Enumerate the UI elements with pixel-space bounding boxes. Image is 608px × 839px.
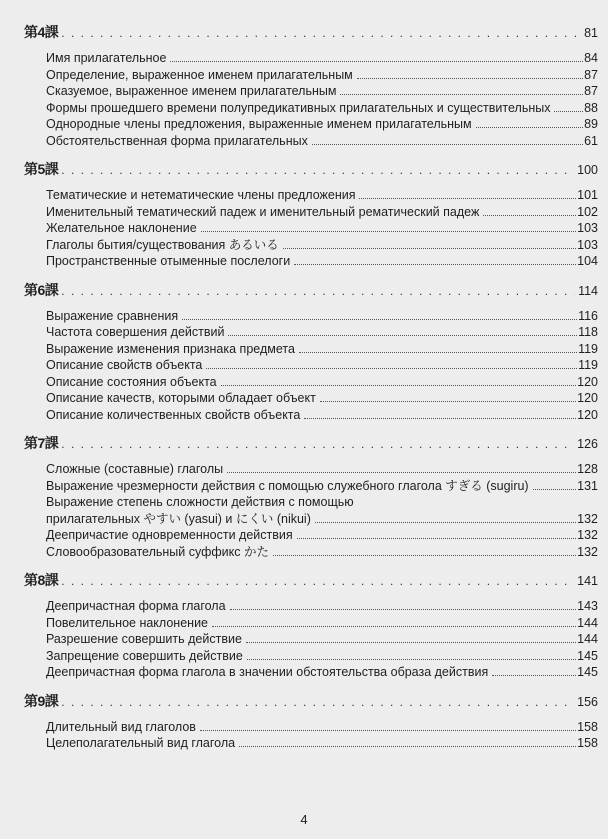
toc-entry-line: Выражение степень сложности действия с помощью: [46, 495, 354, 509]
toc-entry: [46, 664, 598, 681]
dot-leader: [228, 335, 577, 336]
toc-entry-title: Обстоятельственная форма прилагательных: [46, 133, 308, 148]
dot-leader: [239, 746, 576, 747]
toc-entry-page-number: 145: [577, 648, 598, 663]
toc-entry: [46, 598, 598, 615]
dot-leader: [170, 61, 583, 62]
toc-entry-title: Выражение сравнения: [46, 308, 179, 323]
toc-entry-title: Запрещение совершить действие: [46, 648, 243, 663]
toc-entry: [46, 544, 598, 561]
toc-entry-page-number: 87: [584, 67, 598, 82]
dot-leader: [200, 730, 576, 731]
chapter-section: [24, 280, 598, 424]
chapter-title: 第6課: [24, 281, 59, 298]
toc-entry-page-number: 128: [577, 462, 598, 476]
toc-entry-page-number: 116: [578, 308, 598, 323]
toc-entry: [46, 390, 598, 407]
toc-entry: [46, 308, 598, 325]
toc-entry-title: Глаголы бытия/существования あるいる: [46, 237, 279, 252]
dot-leader: [212, 626, 576, 627]
dot-leader: [61, 284, 575, 298]
dot-leader: [554, 111, 583, 112]
dot-leader: [283, 248, 576, 249]
toc-entry-title: Имя прилагательное: [46, 51, 167, 65]
toc-entry-page-number: 118: [578, 325, 598, 339]
toc-entry: [46, 735, 598, 752]
toc-entry: [46, 100, 598, 117]
toc-entry: [46, 83, 598, 100]
toc-entry: [46, 511, 598, 528]
chapter-page-number: 156: [577, 694, 598, 709]
toc-entry-page-number: 144: [577, 615, 598, 630]
toc-entry-title: Повелительное наклонение: [46, 615, 208, 630]
entry-list: [24, 50, 598, 149]
toc-entry: [46, 374, 598, 391]
toc-entry-title: Целеполагательный вид глагола: [46, 736, 236, 750]
toc-entry: [46, 67, 598, 84]
toc-entry: [46, 631, 598, 648]
chapter-heading: [24, 570, 598, 592]
entry-list: [24, 461, 598, 560]
dot-leader: [294, 264, 576, 265]
dot-leader: [299, 352, 577, 353]
toc-entry-page-number: 103: [577, 221, 598, 235]
dot-leader: [61, 163, 574, 177]
toc-entry-page-number: 132: [577, 511, 598, 526]
toc-entry-page-number: 120: [577, 374, 598, 389]
toc-entry-title: Словообразовательный суффикс かた: [46, 544, 269, 559]
entry-list: [24, 598, 598, 681]
toc-entry-title: Выражение изменения признака предмета: [46, 341, 295, 356]
toc-entry: [46, 116, 598, 133]
toc-entry: [46, 719, 598, 736]
dot-leader: [476, 127, 583, 128]
dot-leader: [201, 231, 576, 232]
toc-entry-page-number: 119: [578, 358, 598, 372]
toc-entry-title: Формы прошедшего времени полупредикативных прилагательных и существительных: [46, 100, 551, 115]
toc-entry: [46, 461, 598, 478]
toc-entry-title: Описание качеств, которыми обладает объект: [46, 391, 316, 405]
chapter-title: 第9課: [24, 692, 59, 709]
dot-leader: [227, 472, 576, 473]
dot-leader: [320, 401, 576, 402]
toc-entry-page-number: 158: [577, 719, 598, 734]
table-of-contents: [24, 22, 598, 762]
dot-leader: [206, 368, 577, 369]
toc-entry-page-number: 143: [577, 599, 598, 613]
toc-entry: [46, 324, 598, 341]
dot-leader: [492, 675, 576, 676]
dot-leader: [247, 659, 576, 660]
dot-leader: [61, 574, 574, 588]
chapter-title: 第4課: [24, 24, 59, 40]
dot-leader: [304, 418, 576, 419]
toc-entry-title: Однородные члены предложения, выраженные именем прилагательным: [46, 117, 472, 131]
chapter-page-number: 100: [577, 163, 598, 177]
toc-entry-title: Деепричастная форма глагола: [46, 599, 226, 613]
toc-entry-title: Описание состояния объекта: [46, 374, 217, 389]
toc-entry-title: Описание свойств объекта: [46, 358, 203, 372]
toc-entry-title: Пространственные отыменные послелоги: [46, 254, 291, 268]
dot-leader: [483, 215, 576, 216]
chapter-heading: [24, 433, 598, 455]
dot-leader: [312, 144, 583, 145]
toc-entry-title: Длительный вид глаголов: [46, 719, 196, 734]
toc-entry-page-number: 131: [577, 478, 598, 493]
toc-entry-page-number: 119: [578, 341, 598, 356]
dot-leader: [61, 437, 574, 451]
toc-entry-page-number: 104: [577, 254, 598, 268]
page-number: 4: [300, 812, 308, 827]
chapter-title: 第8課: [24, 572, 59, 588]
toc-entry: [46, 50, 598, 67]
dot-leader: [246, 642, 576, 643]
toc-entry-title: Описание количественных свойств объекта: [46, 407, 301, 422]
chapter-page-number: 114: [578, 283, 598, 298]
toc-entry-page-number: 132: [577, 528, 598, 542]
toc-entry-title: Деепричастие одновременности действия: [46, 528, 293, 542]
toc-entry-title: Разрешение совершить действие: [46, 632, 242, 646]
toc-entry: [46, 237, 598, 254]
toc-entry-page-number: 102: [577, 204, 598, 219]
toc-entry-title: Определение, выраженное именем прилагательным: [46, 67, 353, 82]
entry-list: [24, 719, 598, 752]
toc-entry: [46, 407, 598, 424]
toc-entry: [46, 357, 598, 374]
toc-entry-title: Именительный тематический падеж и именительный рематический падеж: [46, 204, 480, 219]
dot-leader: [273, 555, 576, 556]
chapter-section: [24, 691, 598, 752]
dot-leader: [340, 94, 583, 95]
chapter-heading: [24, 691, 598, 713]
chapter-section: [24, 159, 598, 270]
dot-leader: [61, 695, 574, 709]
dot-leader: [221, 385, 577, 386]
chapter-section: [24, 570, 598, 681]
toc-entry-title: Частота совершения действий: [46, 325, 225, 339]
chapter-page-number: 81: [584, 26, 598, 40]
toc-entry: [46, 615, 598, 632]
toc-entry-page-number: 84: [584, 51, 598, 65]
toc-entry-title: Выражение чрезмерности действия с помощью служебного глагола すぎる (sugiru): [46, 478, 529, 493]
toc-entry-title: Сложные (составные) глаголы: [46, 462, 224, 476]
toc-entry-page-number: 101: [577, 188, 598, 202]
chapter-page-number: 126: [577, 437, 598, 451]
dot-leader: [357, 78, 583, 79]
dot-leader: [533, 489, 577, 490]
toc-entry-page-number: 87: [584, 84, 598, 98]
chapter-section: [24, 22, 598, 149]
chapter-heading: [24, 159, 598, 181]
toc-entry-page-number: 120: [577, 407, 598, 422]
dot-leader: [297, 538, 577, 539]
chapter-heading: [24, 280, 598, 302]
dot-leader: [182, 319, 577, 320]
toc-entry-page-number: 132: [577, 544, 598, 559]
dot-leader: [230, 609, 577, 610]
toc-entry: [46, 527, 598, 544]
toc-entry-title: Тематические и нетематические члены предложения: [46, 188, 356, 202]
toc-entry-title: Деепричастная форма глагола в значении обстоятельства образа действия: [46, 665, 489, 679]
toc-entry-page-number: 103: [577, 237, 598, 252]
entry-list: [24, 187, 598, 270]
toc-entry: [46, 220, 598, 237]
chapter-title: 第7課: [24, 435, 59, 451]
dot-leader: [61, 26, 581, 40]
toc-entry-page-number: 144: [577, 632, 598, 646]
chapter-heading: [24, 22, 598, 44]
toc-entry: [46, 253, 598, 270]
toc-entry-page-number: 120: [577, 391, 598, 405]
toc-entry-title: прилагательных やすい (yasui) и にくい (nikui): [46, 511, 311, 526]
toc-entry-page-number: 89: [584, 117, 598, 131]
toc-entry: [46, 204, 598, 221]
chapter-section: [24, 433, 598, 560]
toc-entry-page-number: 145: [577, 665, 598, 679]
toc-entry-page-number: 61: [584, 133, 598, 148]
toc-entry-page-number: 158: [577, 736, 598, 750]
chapter-page-number: 141: [577, 574, 598, 588]
toc-entry-title: Желательное наклонение: [46, 221, 197, 235]
toc-entry: [46, 478, 598, 495]
toc-entry: [46, 133, 598, 150]
chapter-title: 第5課: [24, 161, 59, 177]
toc-entry: [46, 341, 598, 358]
entry-list: [24, 308, 598, 424]
toc-entry-title: Сказуемое, выраженное именем прилагательным: [46, 84, 337, 98]
toc-entry: [46, 648, 598, 665]
toc-entry: [46, 187, 598, 204]
dot-leader: [315, 522, 576, 523]
dot-leader: [359, 198, 576, 199]
toc-entry-page-number: 88: [584, 100, 598, 115]
